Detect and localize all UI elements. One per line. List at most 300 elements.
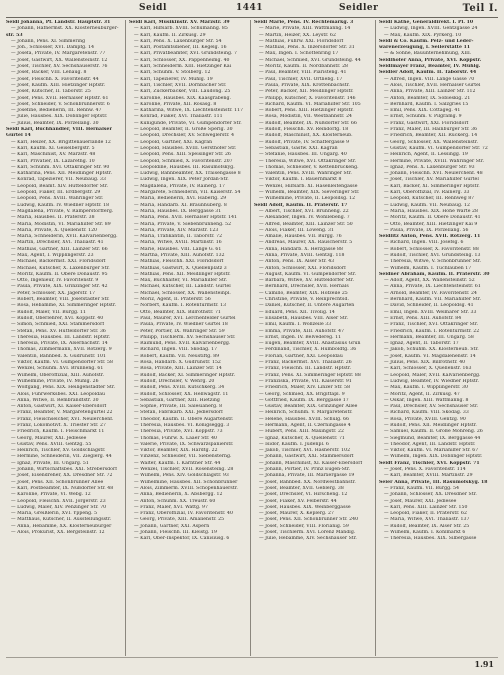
- directory-entry: — Katharina, Pens. XII. Meidlinger Hptstr.: [11, 171, 113, 177]
- directory-entry: Seidlmayer Franz, Beamter, IV. Mühlg.: [379, 64, 481, 70]
- directory-entry: — Camillo, Beamter, XIX. Hofzeile 25: [259, 290, 348, 296]
- directory-entry: — Josef, Gastwirt, XX. Wallensteinstr. 12: [11, 57, 108, 63]
- directory-entry: — Julie, Hausbes. XIX. Döblinger Hptstr.: [11, 114, 108, 120]
- directory-entry: — Paul, Maurer, XVI. Lerchenfelder Gürtel: [134, 315, 236, 321]
- directory-entry: str. 53: [6, 32, 23, 38]
- footer-mark: 1.91: [474, 659, 494, 669]
- directory-entry: — Karl, Kaufm. XI. Geiselbergstr. 5: [11, 145, 95, 151]
- directory-entry: — Heinrich, Schuhm. V. Margaretenstr.: [259, 410, 353, 416]
- header-rule: [6, 17, 498, 18]
- directory-column-1: [6, 20, 122, 658]
- directory-entry: — Daniel, Kutscher, II. Untere Augarten: [259, 303, 355, 309]
- directory-entry: — Georg, Private, XIII. Amalienstr. 25: [134, 517, 225, 523]
- directory-entry: — Hermine, Private, XVIII. Währinger Str.: [384, 158, 485, 164]
- directory-entry: — & Söhne, Bauunternehmung, XIII.: [384, 51, 472, 57]
- directory-entry: — Rudolf, Schlosser, XX. Hellwagstr. 11: [134, 391, 229, 397]
- directory-entry: — Leopold, Fiaker, II. Praterstr. 62: [384, 511, 467, 517]
- directory-entry: — Rosa, Private, XIII. Lainzer Str. 14: [134, 366, 222, 372]
- directory-entry: — Moritz, Agent, II. Zirkusg. 47: [384, 391, 460, 397]
- directory-entry: — Mathias, Fleischh. XXI. Floridsdorf: [134, 259, 224, 265]
- directory-entry: — Valerie, Private, IX. Schwarzspanierstr.: [134, 441, 234, 447]
- directory-entry: — Robert, Kaufm. VII. Neustiftg. 89: [134, 353, 220, 359]
- directory-entry: — Viktor, Kaufm. I. Bauernmarkt 8: [259, 177, 342, 183]
- directory-entry: — Josef, Maurer, X. Keplerg. 27: [259, 511, 334, 517]
- directory-entry: — Valentin, Bahnbed. X. Gudrunstr. 101: [11, 353, 106, 359]
- directory-entry: — Paul, Tischler, XVII. Ortliebg. 17: [259, 76, 343, 82]
- directory-entry: — Josef, Drechsler, VI. Hirscheng. 12: [259, 492, 348, 498]
- directory-column-2: [129, 20, 247, 658]
- directory-entry: — Josef, Pens. XII. Schönbrunner Str. 240: [259, 517, 359, 523]
- directory-entry: — Georg, Schlosser, XX. Wallensteinstr.: [384, 139, 479, 145]
- directory-entry: — Josefine, Bedienerin, III. Rennw. 47: [11, 108, 102, 114]
- page-number: 1441: [236, 3, 264, 13]
- directory-entry: — Gustav, Pens. XVIII. Gentzg. 55: [11, 441, 92, 447]
- directory-entry: — Anton, Pens. IX. Alser Str. 43: [259, 259, 335, 265]
- directory-entry: — Karl, Hilfsarb. XVIII. Schumanng. 85: [134, 26, 228, 32]
- directory-entry: — Alexander, Ingen. IV. Wohllebeng. 7: [259, 215, 350, 221]
- directory-entry: — Josef, Maurer, XXI. Jedlesee: [384, 498, 457, 504]
- directory-entry: — Richard, Kaufm. VIII. Skodag. 33: [384, 410, 469, 416]
- directory-entry: — Friedrich, Kaufm. I. Rotenturmstr. 22: [384, 328, 480, 334]
- directory-entry: Seidl Johanna, Pf. Landstr. Hauptstr. 31: [6, 20, 111, 25]
- directory-entry: — Leopold, Drechsler, XV. Schweglerstr. 4: [134, 133, 235, 139]
- directory-entry: — Karl, Heizer, XX. Brigittenauerlände 12: [11, 139, 111, 145]
- directory-entry: — Johann, Pens. XI. Simmering: [11, 38, 86, 44]
- directory-entry: — Peter, Bäcker, XII. Meidlinger Hptstr.: [259, 89, 354, 95]
- directory-entry: — Mathias, Pens. X. Inzersdorfer Str. 31: [259, 45, 355, 51]
- directory-entry: — Anton, Beamter, IX. Sobieskig. 21: [384, 95, 471, 101]
- directory-entry: — Karoline, Private, XII. Rosasg. 8: [134, 101, 217, 107]
- directory-entry: — Karl, Postamtsdiener, III. Kegelg. 16: [134, 45, 227, 51]
- directory-entry: — Gottfried, Kaufm. IX. Berggasse 17: [259, 397, 349, 403]
- directory-entry: — Konrad, Fiaker, XVI. Thaliastr. 111: [134, 114, 223, 120]
- directory-entry: — Josef, Eisendreher, XX. Dresdner Str. 72: [11, 473, 113, 479]
- directory-entry: — Ludwig, Maler, XIV. Penzinger Str. 70: [11, 504, 107, 510]
- directory-entry: — Theresia, Hausbes. XIX. Silbergasse: [384, 536, 477, 542]
- directory-entry: — Ernst, Schuhm. V. Pilgramg. 9: [384, 114, 462, 120]
- directory-entry: — Ignaz, Pens. X. Laxenburger Str. 93: [384, 164, 475, 170]
- directory-entry: — Vinzenz, Schneider, VII. Siebensterng.: [134, 454, 232, 460]
- directory-entry: — Eugen, Beamter, XVIII. Anastasius Grün: [259, 341, 361, 347]
- directory-entry: — Michael, Schlosser, XX. Wallensteinpl.: [134, 290, 231, 296]
- directory-entry: — Ernst, Pens. XIII. Auhofstr. 84: [384, 315, 462, 321]
- directory-entry: — Franz, Fleischselcher, XVI. Neulerchenf.: [11, 416, 114, 422]
- directory-entry: — Rudolf, Beamter, IX. Alser Str. 25: [384, 523, 470, 529]
- directory-entry: — Hermann, Agent, II. Czerningasse 4: [259, 423, 351, 428]
- directory-entry: — Rudolf, Pens. XVIII. Kutschkerg. 34: [134, 385, 225, 391]
- directory-entry: — Bernhard, Kaufm. I. Salzgries 15: [384, 101, 469, 107]
- directory-entry: — Ignaz, Agent, II. Taborstr. 17: [384, 341, 459, 347]
- directory-entry: — Max, Buchhalter, VI. Mariahilfer Str.: [134, 278, 228, 284]
- directory-entry: — Walter, Kaufm. I. Kärntner Str. 44: [134, 460, 221, 466]
- directory-entry: — Karl, Postbeamter, IX. Nußdorfer Str. 48: [11, 485, 114, 491]
- directory-entry: — Wilhelm, Kaufm. I. Kohlmarkt 6: [384, 530, 466, 536]
- footer-rule: [6, 657, 498, 658]
- directory-entry: — Wenzel, Tischler, XVII. Rosensteing. 28: [134, 467, 234, 473]
- directory-entry: — Florian, Gärtner, XXI. Leopoldau: [259, 353, 343, 359]
- directory-entry: — Johann, Maschinist, XI. Kaiser-Ebersdorf: [259, 460, 363, 466]
- directory-entry: — Franz, Oberoffizial, IV. Favoritenstr. 40: [134, 511, 233, 517]
- directory-entry: — Amalie, Hausbes. VII. Burgg. 76: [259, 234, 342, 240]
- directory-entry: — Maria, Modistin, VI. Mariahilfer Str. 89: [11, 221, 111, 227]
- directory-entry: — Marie, Private, XIII. Wattmanng. 14: [259, 26, 351, 32]
- directory-entry: — Ludwig, Ingen. XVIII. Gentzgasse 24: [384, 26, 478, 32]
- directory-entry: — Bernhard, Kaufm. VII. Mariahilfer Str.: [384, 297, 481, 303]
- directory-entry: — Alois, Zimmerm. XVIII. Schopenhauerstr.: [134, 485, 238, 491]
- directory-entry: — Ludwig, Kaufm. VII. Neubaug. 12: [384, 202, 470, 208]
- directory-entry: — Paula, Private, IV. Wiedner Gürtel 18: [134, 322, 228, 328]
- directory-entry: — Maria, Pens. XVII. Hernalser Hptstr. 141: [134, 215, 238, 221]
- directory-entry: — Moritz, Kaufm. II. Nordbahnstr. 28: [259, 64, 349, 70]
- directory-entry: — Maria, Witwe, XVIII. Martinstr. 16: [134, 240, 222, 246]
- directory-entry: — Theresia, Private, XVI. Koppstr. 73: [134, 429, 223, 435]
- directory-entry: — Ernst, Ingen. IV. Belvedereg. 11: [259, 334, 342, 340]
- directory-entry: — Alois, Tischler, XVII. Hernalser Gürtel: [384, 82, 481, 88]
- directory-entry: — Viktor, Kaufm. VI. Gumpendorfer Str. 58: [11, 360, 114, 366]
- directory-entry: Seidl & Co. Kaufm. Pelz- und Leder-: [379, 38, 474, 44]
- directory-entry: — Johann, Gastwirt, XXI. Stammersdorf: [259, 454, 354, 460]
- directory-entry: — Anna, Hebamme, XX. Klosterneuburger: [11, 523, 112, 529]
- directory-entry: — Mathias, Fuhrw. XXI. Floridsdorf: [259, 38, 344, 44]
- directory-entry: — Josef, Tischler, XV. Mariahilfer Gürtel: [384, 177, 479, 183]
- column-divider: [125, 20, 126, 656]
- directory-entry: — Paula, Private, IX. Porzellang. 56: [384, 227, 469, 233]
- directory-entry: — Rudolf, Pens. XII. Meidlinger Hptstr.: [384, 423, 477, 428]
- directory-entry: — Julie, Hebamme, XIV. Sechshauser Str.: [259, 536, 357, 542]
- directory-entry: — Thomas, Zimmermann, XVII. Rötzerg. 9: [11, 347, 112, 353]
- directory-entry: — Karl, Maschinist, XV. Märzstr. 48: [11, 152, 96, 158]
- directory-entry: — Josefa, Private, IV. Margaretenstr. 77: [11, 51, 106, 57]
- directory-entry: — Rudolf, Maschinist, XX. Klosterneub.: [259, 133, 353, 139]
- directory-entry: — Viktor, Beamter, XIX. Hardtg. 22: [134, 448, 218, 454]
- directory-entry: — Theodor, Agent, III. Landstr. Hptstr.: [384, 441, 476, 447]
- directory-entry: — Rudolf, Oberlehrer, XVI. Koppstr. 40: [11, 315, 104, 321]
- directory-entry: — Franz, Beamter, V. Margaretengürtel 22: [11, 410, 113, 416]
- directory-entry: — Wenzel, Hilfsarb. XI. Hasenleitengasse: [259, 183, 358, 189]
- directory-entry: Seidlhofer Anna, Private, XVI. Koppstr.: [379, 57, 482, 63]
- directory-entry: — Johann, Hafnermst. XX. Klosterneuburger-: [11, 26, 119, 32]
- directory-entry: — Anton, Schlosser, XXI. Floridsdorf: [259, 265, 346, 271]
- directory-entry: — Matthäus, Kutscher, II. Ausstellungsstr.: [11, 517, 112, 523]
- directory-entry: Seidl Käthe, Generaldirekt. I. Pl. 10: [379, 20, 474, 25]
- directory-entry: — Karl, Privatbeamter, XVI. Grundsteing. 7: [134, 51, 237, 57]
- directory-entry: — Josef, Hausbes. XIX. Weinberggasse: [259, 504, 351, 510]
- directory-entry: — Franz, Bäckermst. XVI. Thaliastr. 26: [259, 360, 352, 366]
- directory-entry: — Kunigunde, Private, VI. Gumpendorfer Str.: [134, 120, 242, 126]
- directory-entry: — Richard, Ingen. VIII. Josefsg. 6: [384, 240, 464, 246]
- directory-entry: — Josef, Kutscher, II. Taborstr. 25: [11, 89, 91, 95]
- directory-entry: — Ludwig, Kaufm. IV. Wiedner Hptstr. 18: [11, 202, 110, 208]
- directory-entry: — Karl, Privatier, IX. Lazarethg. 10: [11, 158, 95, 164]
- directory-entry: — Wilhelm, Oberoffizial, XIII. Auhofstr.: [11, 372, 105, 378]
- directory-entry: — Anna, Private, XVIII. Gentzg. 118: [259, 252, 345, 258]
- directory-entry: — Josef, Pens. XII. Schönbrunner Allee: [11, 479, 104, 485]
- directory-entry: — Samuel, Kaufm. II. Große Mohreng. 26: [384, 429, 483, 435]
- directory-entry: — Isidor, Kaufm. I. Judenpl. 6: [259, 441, 330, 447]
- directory-entry: — Theresia, Witwe, XVI. Ottakringer Str.: [259, 158, 357, 164]
- directory-entry: — Karl, Oberoffizial, IV. Rainerg. 33: [384, 190, 470, 196]
- directory-entry: — Alois, Fuhrwerksbes. XXI. Leopoldau: [11, 391, 106, 397]
- directory-entry: — Martin, Heizer, XX. Leystr. 62: [259, 32, 336, 38]
- directory-entry: — Theresia, Hausbes. III. Landstr. Hptstr.: [11, 334, 111, 340]
- directory-entry: — Theresia, Private, IX. Alserbachstr. 14: [11, 341, 108, 347]
- directory-entry: — Josef, Kaufm. VI. Magdalenenstr. 14: [384, 353, 476, 359]
- directory-entry: — Michael, Bäckermst. XXI. Floridsdorf: [11, 259, 106, 265]
- directory-entry: — Albert, Tischler, XVI. Brunneng. 22: [259, 208, 349, 214]
- directory-entry: Seidt Franz, Tischler, XVI. Koppstr. 71: [379, 460, 480, 466]
- directory-entry: — Karl, Schuhm. V. Stolberg. 12: [134, 70, 211, 76]
- directory-entry: — Karl, Tischler, XVII. Dornbacher Str.: [134, 82, 227, 88]
- directory-entry: — Magdalena, Private, IV. Rainerg. 17: [134, 183, 225, 189]
- directory-entry: — Robert, Pens. XIII. Hietzinger Hptstr.: [259, 108, 354, 114]
- directory-entry: — Leopold, Pens. XIII. Speisinger Str. 26: [134, 152, 231, 158]
- directory-entry: — Leopold, Maler, XVII. Kalvarienbergg.: [384, 372, 481, 378]
- directory-entry: — Franz, Lokomotivf. X. Triester Str. 27: [11, 423, 106, 428]
- directory-entry: — Franz, Kaufm. VII. Burgg. 54: [384, 485, 460, 491]
- directory-entry: — Maria, Handarb. XI. Braunhuberg. 8: [134, 202, 227, 208]
- directory-entry: — Joh., Schlosser, XVI. Dampfg. 14: [11, 45, 95, 51]
- directory-entry: — Anna, Bedienerin, X. Absbergg. 12: [134, 492, 223, 498]
- directory-entry: — Otto, Beamter, XIX. Billrothstr. 71: [134, 309, 221, 315]
- directory-entry: — Wilhelm, Pens. XIV. Goldschlagstr. 93: [134, 473, 229, 479]
- directory-entry: — Leopold, Gärtner, XXI. Kagran: [134, 139, 213, 145]
- directory-entry: — Johanna, Private, III. Marxergasse 19: [259, 473, 355, 479]
- directory-entry: — Max, Agent, I. Wipplingerstr. 23: [11, 252, 94, 258]
- directory-entry: — Wilhelmine, Hausbes. XII. Schönbrunner: [134, 479, 238, 485]
- directory-entry: — Rudolf, Tischler, XVI. Grundsteing. 13: [384, 252, 481, 258]
- directory-entry: — Rudolf, Maler, VII. Burgg. 11: [11, 309, 86, 315]
- directory-entry: — Friedrich, Maler, XIV. Linzer Str. 58: [259, 385, 351, 391]
- directory-entry: — Viktor, Kaufm. VI. Mariahilfer Str. 67: [384, 448, 479, 454]
- directory-entry: — Heinrich, Tischler, XV. Goldschlagstr.: [11, 448, 106, 454]
- directory-entry: — Gustav, Kaufm. VI. Gumpendorfer Str. 72: [384, 145, 488, 151]
- directory-entry: — Julius, Pens. XIX. Billrothstr. 40: [384, 360, 466, 366]
- directory-entry: — Max, Kaufm. I. Wipplingerstr. 30: [384, 385, 468, 391]
- directory-entry: — Jakob, Schuhm. XX. Klosterneub. Str.: [384, 347, 479, 353]
- directory-entry: — Josef, Bahnbed. XX. Nordwestbahnstr.: [259, 479, 356, 485]
- directory-entry: — Valentin, Pens. XVIII. Währinger Str.: [259, 171, 352, 177]
- directory-entry: — Michael, Kutscher, III. Landstr. Gürtel: [134, 284, 231, 290]
- directory-entry: — Franz, Pens. XI. Simmeringer Hptstr. 88: [259, 372, 361, 378]
- directory-entry: — Moriz, Agent, II. Praterstr. 56: [134, 297, 211, 303]
- directory-entry: — Karl, Kaufm. II. Zirkusg. 29: [134, 32, 206, 38]
- directory-entry: — Rosa, Handarb. X. Gudrunstr. 152: [134, 360, 221, 366]
- directory-entry: — Andreas, Maurer, XX. Rauscherstr. 5: [259, 240, 353, 246]
- directory-entry: — Josef, Pens. X. Favoritenstr. 114: [384, 467, 466, 473]
- directory-entry: — Karl, Schneiderm. XIII. Hietzinger Kai: [134, 64, 232, 70]
- directory-entry: — Karl, Ober-Inspektor, IX. Canisiusg. 6: [134, 536, 230, 542]
- directory-entry: — Raimund, Pens. XVII. Kalvarienbergg.: [134, 341, 231, 347]
- directory-entry: — Stefan, Fabrikarb. XXI. Jedlersdorf: [134, 410, 223, 416]
- directory-entry: — Barbara, Witwe, XV. Hütteldorfer Str.: [259, 278, 355, 284]
- directory-entry: — Karl, Schlosser, XX. Pappenheimg. 40: [134, 57, 230, 63]
- directory-entry: — Anna, Private, XIII. Lainzer Str. 112: [384, 89, 476, 95]
- directory-entry: — Paula, Private, XIX. Krottenbachstr.: [259, 82, 350, 88]
- directory-entry: — Peter, Schlosser, XX. Jägerstr. 17: [11, 290, 96, 296]
- directory-entry: — Karl, Pens. XIII. Lainzer Str. 150: [384, 504, 468, 510]
- directory-entry: — Richard, Kaufm. VI. Mariahilfer Str. 105: [259, 101, 361, 107]
- directory-entry: — Johann, Gärtner, XXI. Aspern: [134, 523, 210, 529]
- directory-entry: Seier Anna, Private, III. Rasumofskyg. 18: [379, 479, 488, 485]
- directory-entry: — Michael, Schmied, XVI. Grundsteing. 44: [259, 57, 361, 63]
- directory-entry: — Ignaz, Kutscher, X. Quellenstr. 71: [259, 435, 345, 441]
- directory-entry: — Otto, Beamter, XIII. Hietzinger Kai 9: [384, 221, 478, 227]
- directory-entry: — David, Schneider, II. Leopoldsg. 41: [384, 303, 474, 309]
- directory-column-4: [379, 20, 497, 658]
- directory-entry: Seidl Karl, Musikinstr. XV. Märzstr. 39: [129, 20, 230, 25]
- directory-entry: — Siegmund, Beamter, IX. Berggasse 44: [384, 435, 481, 441]
- directory-entry: — Alfred, Ingen. VIII. Lange Gasse 70: [384, 76, 475, 82]
- directory-entry: — Otto, Ingenieur, IV. Favoritenstr. 9: [11, 278, 99, 284]
- directory-entry: — Theodor, Kaufm. II. Obere Augartenstr.: [134, 416, 234, 422]
- directory-entry: — Johann, Fleischh. XVI. Neulerchenf. 48: [384, 171, 483, 177]
- directory-entry: — Leopold, Beamter, II. Große Sperlg. 30: [134, 127, 233, 133]
- directory-entry: — Leopold, Fiaker, III. Erdbergstr. 29: [11, 190, 101, 196]
- column-divider: [375, 20, 376, 656]
- directory-entry: — Franz, Fleischh. III. Landstr. Hptstr.: [259, 366, 352, 372]
- directory-entry: — Georg, Maurer, XXI. Jedlesee: [11, 435, 87, 441]
- directory-entry: — August, Kaufm. VI. Gumpendorfer Str.: [259, 271, 357, 277]
- directory-entry: — Eduard, Pens. XII. Tivolig. 14: [259, 309, 335, 315]
- directory-entry: — Rudolf, Drechsler, V. Wehrg. 20: [134, 378, 215, 384]
- directory-entry: — Gustav, Beamter, XIX. Grinzinger Allee: [259, 404, 358, 410]
- directory-entry: — Leopold, Schmied, X. Favoritenstr. 207: [134, 158, 233, 164]
- directory-entry: — Julius, Beamter, IX. Porzellang. 30: [11, 120, 99, 126]
- directory-entry: — Franz, Gastwirt, XXI. Floridsdorf: [384, 120, 469, 126]
- directory-entry: — Rudolf, Fleischh. XV. Reindorfg. 18: [259, 127, 349, 133]
- directory-entry: — Josef, Schneider, V. Schönbrunnerstr. 6: [11, 101, 110, 107]
- directory-entry: Seidl Marie, Pens. IV. Rechtemarkg. 3: [254, 20, 354, 25]
- directory-entry: — Maria, Witwe, XVI. Thaliastr. 137: [384, 517, 470, 523]
- directory-entry: — Maria, Hausbes. XIX. Hohe Warte 28: [384, 208, 478, 214]
- directory-entry: — Magdalena, Private, V. Ramperstorfferg.: [11, 208, 114, 214]
- directory-entry: — Karl, Beamter, XVIII. Martinstr. 29: [384, 473, 473, 479]
- directory-entry: — Rosa, Hebamme, XI. Simmeringer Hptstr.: [11, 303, 117, 309]
- directory-entry: — Stefan, Pens. XV. Hütteldorfer Str. 36: [11, 328, 106, 334]
- directory-entry: — Georg, Schmied, XX. Brigittapl. 9: [259, 391, 345, 397]
- directory-entry: — Josef, Bäcker, VIII. Lenaug. 8: [11, 70, 87, 76]
- directory-entry: — Paula, Private, XIX. Grinzinger Str. 42: [11, 284, 108, 290]
- directory-entry: — Ludwig, Bahnbeamter, XX. Traisengasse 8: [134, 171, 241, 177]
- directory-entry: — Margarete, Schneiderin, VII. Kaiserstr. 54: [134, 190, 241, 196]
- directory-entry: — Emil, Kaufm. I. Wollzeile 33: [259, 322, 332, 328]
- directory-entry: — Alois, Prokurist, XX. Bergsteinstr. 12: [11, 530, 105, 536]
- directory-entry: — Rosa, Modistin, VII. Westbahnstr. 24: [259, 114, 353, 120]
- directory-entry: — Ignaz, Private, III. Ungarg. 51: [11, 460, 89, 466]
- directory-entry: — Max, Ingen. I. Schottenring 17: [259, 51, 339, 57]
- directory-entry: — Alois, Fiaker, III. Löweng. 31: [259, 227, 334, 233]
- directory-entry: — Josef, Kaufm. XIII. Hietzinger Hptstr.: [11, 82, 106, 88]
- directory-entry: — Leopold, Beamt. XIV. Hütteldorfer Str.: [11, 183, 109, 189]
- directory-entry: — Karl, Bäcker, XI. Simmeringer Hptstr.: [384, 183, 480, 189]
- directory-entry: — Karl, Tapezierer, IV. Mühlg. 19: [134, 76, 213, 82]
- directory-entry: — Robert, Beamter, VIII. Josefstädter Str.: [11, 297, 110, 303]
- directory-entry: — Josef, Tischlerm. XVI. Lorenz Mandlg.: [259, 530, 356, 536]
- directory-entry: — Christine, Private, V. Reinprechtsd.: [259, 297, 349, 303]
- directory-entry: — Maria, Schneiderin, XVII. Kalvarienbergg.: [11, 234, 118, 240]
- directory-entry: — Ludwig, Ingen. XIX. Peter Jordan-Str.: [134, 177, 229, 183]
- directory-entry: — Josef, Pens. XVII. Hernalser Hptstr. 61: [11, 95, 109, 101]
- directory-entry: — Wilhelm, Ingen. XIX. Döblinger Hptstr.: [384, 454, 483, 460]
- directory-entry: — Ludwig, Beamter, IV. Wiedner Hptstr.: [384, 378, 480, 384]
- directory-entry: Gürtel 14: [6, 133, 31, 139]
- directory-entry: — Oskar, Ingen. XIII. Wattmanng. 8: [384, 397, 469, 403]
- directory-entry: — Johann, Fleischh. III. Kleistg. 19: [134, 530, 217, 536]
- directory-entry: — Wilhelmine, Private, IV. Mühlg. 26: [11, 378, 99, 384]
- directory-entry: — Franz, Maler, XVI. Wattg. 97: [134, 504, 208, 510]
- directory-entry: Seidl Adolf, Kaufm. II. Praterstr. 17: [254, 202, 348, 208]
- column-divider: [250, 20, 251, 656]
- directory-entry: — Josef, Fleischh. X. Favoritenstr. 44: [11, 76, 99, 82]
- directory-entry: — Franz, Maler, III. Hainburger Str. 36: [384, 127, 478, 133]
- directory-entry: — Hubert, Pens. XIII. Maxingstr. 22: [259, 429, 344, 435]
- directory-entry: — Leopold, Pens. XVIII. Währinger Str.: [11, 196, 104, 202]
- directory-entry: Seidlitz Anton, Pens. XVII. Rötzerg. 11: [379, 234, 481, 240]
- directory-entry: — Josef, Schneider, VIII. Florianig. 59: [259, 523, 349, 529]
- directory-entry: — Konrad, Tapezierer, VII. Neubaug. 33: [11, 177, 106, 183]
- directory-entry: — Leopoldine, Hausbes. III. Rasumofskyg.: [134, 164, 235, 170]
- directory-entry: — Josef, Tischler, XV. Sechshauserstr. 76: [11, 64, 108, 70]
- directory-entry: — Rudolf, Beamter, IX. Nußdorfer Str. 66: [259, 120, 357, 126]
- directory-entry: — Johann, Portier, IV. Prinz Eugen-Str.: [259, 467, 351, 473]
- directory-entry: — Leopold, Fleischh. XVII. Jörgerstr. 23: [11, 498, 106, 504]
- directory-entry: — Anna, Private, IX. Liechtensteinstr. 61: [384, 284, 481, 290]
- directory-entry: — Maria, Private, XIV. Märzstr. 123: [134, 227, 219, 233]
- directory-entry: — Leopold, Kutscher, III. Rennweg 87: [384, 196, 475, 202]
- directory-entry: — Hermine, Schneiderin, VII. Zieglerg. 44: [11, 454, 112, 460]
- directory-entry: — Sebastian, Gärtner, XIII. Hietzing: [134, 397, 220, 403]
- directory-entry: — Thomas, Fuhrw. X. Laaer Str. 40: [134, 435, 218, 441]
- directory-entry: — Rosa, Private, XVIII. Gentzg. 90: [384, 416, 466, 422]
- directory-entry: — Stefanie, Hausbes. III. Ungarg. 40: [259, 152, 347, 158]
- directory-entry: — Robert, Schlosser, X. Favoritenstr. 88: [384, 246, 479, 252]
- directory-entry: — Simon, Schmied, XXI. Stammersdorf: [11, 322, 105, 328]
- directory-entry: — Bernhard, Drechsler, XVII. Hernals: [259, 284, 349, 290]
- directory-entry: — Friedrich, Beamter, XII. Ruckerg. 14: [384, 133, 478, 139]
- header-right-name: Seidler: [339, 3, 379, 13]
- directory-entry: — Johann, Schlosser, XX. Dresdner Str.: [384, 492, 477, 498]
- directory-entry: — Maria, Greißlerin, XVI. Yppeng. 5: [11, 511, 98, 517]
- directory-entry: — Karl, Pens. X. Laxenburger Str. 54: [134, 38, 222, 44]
- directory-entry: — Arnold, Beamter, IV. Favoritenstr. 24: [384, 290, 478, 296]
- directory-entry: — Karl, Zuckerbäcker, VIII. Laudong. 25: [134, 89, 231, 95]
- directory-entry: — Ferdinand, Tischler, X. Humboldtg. 36: [259, 347, 357, 353]
- directory-entry: — Maria, Hausbes. IX. Berggasse 31: [134, 208, 222, 214]
- directory-entry: — Paul, Drechsler, XV. Sechshauser Str.: [384, 404, 479, 410]
- directory-entry: — Elisabeth, Hausbes. VIII. Alser Str.: [259, 315, 349, 321]
- directory-entry: — Karoline, Hausbes. XIX. Kaasgrabeng.: [134, 95, 232, 101]
- directory-entry: — Anna, Handarb. X. Herzgasse 88: [259, 246, 343, 252]
- directory-entry: — Sebastian, Gastw. XXI. Kagran: [259, 145, 338, 151]
- directory-entry: — Maria, Hausbes. II. Praterstr. 38: [11, 215, 95, 221]
- directory-entry: — Thomas, Schneider, V. Kettenbrückeng.: [259, 164, 359, 170]
- directory-entry: — Hermann, Beamter, III. Ungarg. 58: [384, 334, 474, 340]
- directory-entry: — Karl, Schuhm. XVI. Ottakringer Str. 90: [11, 164, 110, 170]
- directory-entry: — Marie, Hausbes. VIII. Lange G. 61: [134, 246, 222, 252]
- directory-entry: — Martha, Private, XIII. Auhofstr. 132: [134, 252, 225, 258]
- directory-entry: — Theresia, Witwe, V. Schönbrunner Str.: [384, 259, 482, 265]
- directory-entry: — Martin, Drechsler, XVI. Thaliastr. 41: [11, 240, 104, 246]
- page-header: [4, 3, 500, 17]
- directory-entry: — Katharina, Witwe, IX. Liechtensteinstr. 117: [134, 108, 244, 114]
- directory-entry: — Philipp, Tischlerm. XV. Sechshauser Str.: [134, 334, 236, 340]
- directory-entry: — Norbert, Kaufm. I. Rotenturmstr. 13: [134, 303, 227, 309]
- directory-entry: — Franziska, Private, VII. Kaiserstr. 91: [259, 378, 352, 384]
- directory-entry: — Josef, Fiaker, XV. Felberstr. 44: [259, 498, 337, 504]
- directory-entry: — Leopold, Hausbes. XVIII. Gersthofer Str.: [134, 145, 237, 151]
- directory-entry: — Theresia, Hausbes. VI. Königseggg. 3: [134, 423, 230, 428]
- directory-entry: — Johann, Wirtschaftsbes. XXI. Strebersdorf: [11, 467, 117, 473]
